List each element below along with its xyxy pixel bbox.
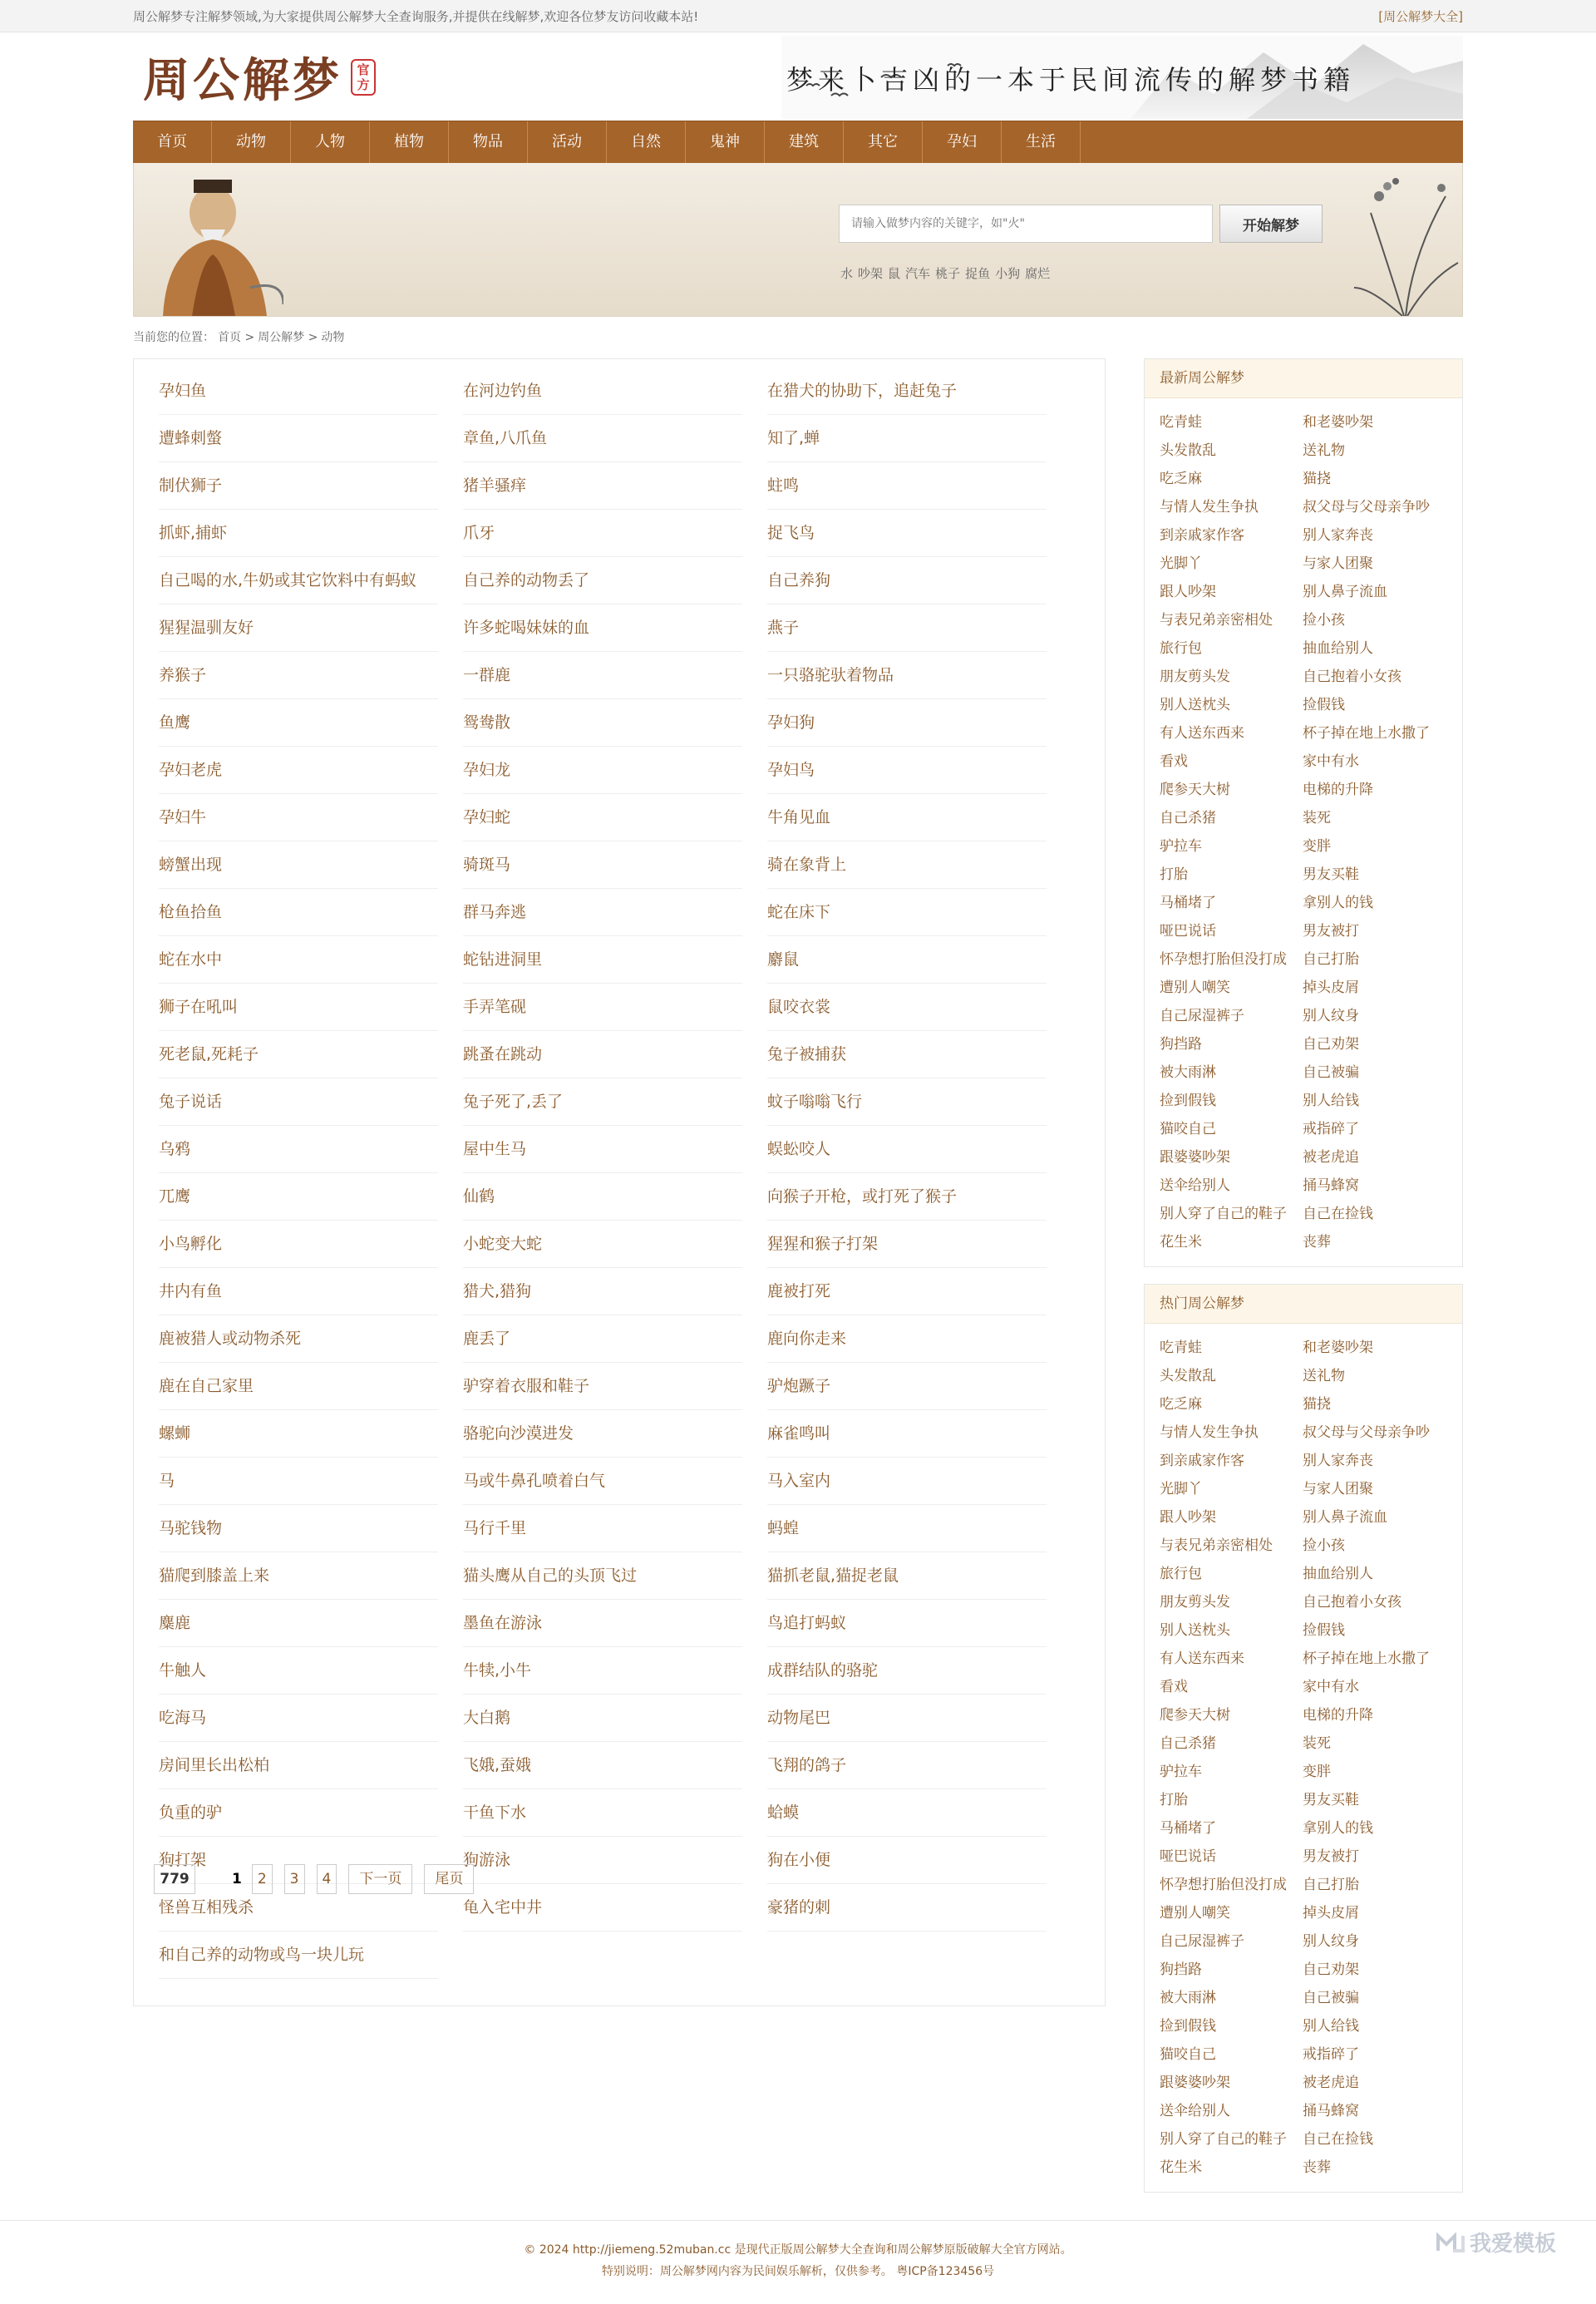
hot-dream-link[interactable]: 抽血给别人 (1303, 1566, 1373, 1582)
hot-dream-link[interactable]: 驴拉车 (1160, 1764, 1202, 1780)
latest-dream-link[interactable]: 怀孕想打胎但没打成 (1160, 951, 1287, 968)
hot-dreams-list (1145, 1324, 1462, 2192)
nav-item[interactable]: 植物 (370, 121, 449, 163)
latest-dream-link[interactable]: 与情人发生争执 (1160, 499, 1259, 516)
latest-dream-link[interactable]: 自己被骗 (1303, 1064, 1359, 1081)
hot-word-link[interactable]: 腐烂 (1025, 266, 1051, 281)
dream-list-item[interactable]: 鹿被打死 (767, 1268, 1047, 1315)
latest-dream-link[interactable]: 马桶堵了 (1160, 895, 1216, 911)
latest-dream-link[interactable]: 叔父母与父母亲争吵 (1303, 499, 1430, 516)
hot-dream-link[interactable]: 丧葬 (1303, 2159, 1331, 2176)
hot-dream-link[interactable]: 头发散乱 (1160, 1368, 1216, 1384)
latest-dream-link[interactable]: 拿别人的钱 (1303, 895, 1373, 911)
logo-text: 周公解梦 (143, 53, 342, 108)
dream-list-item[interactable]: 飞翔的鸽子 (767, 1742, 1047, 1789)
dream-list-item[interactable]: 猫抓老鼠,猫捉老鼠 (767, 1552, 1047, 1600)
latest-dream-link[interactable]: 别人鼻子流血 (1303, 584, 1387, 600)
hot-dream-link[interactable]: 朋友剪头发 (1160, 1594, 1230, 1611)
nav-item[interactable]: 孕妇 (923, 121, 1002, 163)
search-hero (133, 163, 1463, 317)
last-page-link[interactable]: 尾页 (424, 1864, 474, 1894)
latest-dream-link[interactable]: 抽血给别人 (1303, 640, 1373, 657)
dream-list-item[interactable]: 井内有鱼 (159, 1268, 438, 1315)
hot-dream-link[interactable]: 男友被打 (1303, 1848, 1359, 1865)
dream-list-item[interactable]: 猪羊骚痒 (463, 462, 742, 510)
dream-list-item[interactable]: 蛇钻进洞里 (463, 936, 742, 984)
dream-list-item[interactable]: 麝鼠 (767, 936, 1047, 984)
hot-word-link[interactable]: 捉鱼 (965, 266, 991, 281)
latest-dream-link[interactable]: 送伞给别人 (1160, 1177, 1230, 1194)
latest-dreams-title: 最新周公解梦 (1145, 359, 1462, 398)
dream-list-item[interactable]: 向猴子开枪，或打死了猴子 (767, 1173, 1047, 1221)
header-slogan: 梦来卜吉凶的一本于民间流传的解梦书籍 (786, 64, 1355, 96)
nav-item[interactable]: 鬼神 (686, 121, 765, 163)
latest-dream-link[interactable]: 遭别人嘲笑 (1160, 979, 1230, 996)
hot-dream-link[interactable]: 与情人发生争执 (1160, 1424, 1259, 1441)
dream-list-panel (133, 358, 1106, 2006)
dream-list-item[interactable]: 仙鹤 (463, 1173, 742, 1221)
latest-dream-link[interactable]: 花生米 (1160, 1234, 1202, 1251)
breadcrumb-home[interactable]: 首页 (218, 331, 241, 344)
dream-list-item[interactable]: 蚂蝗 (767, 1505, 1047, 1552)
latest-dream-link[interactable]: 别人送枕头 (1160, 697, 1230, 713)
dream-list-item[interactable]: 狗在小便 (767, 1837, 1047, 1884)
hot-search-words (840, 264, 1055, 282)
dream-list-item[interactable]: 马驼钱物 (159, 1505, 438, 1552)
hot-word-link[interactable]: 桃子 (935, 266, 961, 281)
nav-item[interactable]: 建筑 (765, 121, 844, 163)
dream-list-item[interactable]: 大白鹅 (463, 1695, 742, 1742)
dream-list-item[interactable]: 蜈蚣咬人 (767, 1126, 1047, 1173)
dream-list-item[interactable]: 骑斑马 (463, 841, 742, 889)
nav-item[interactable]: 物品 (449, 121, 528, 163)
dream-list-item[interactable]: 在河边钓鱼 (463, 368, 742, 415)
dream-list-item[interactable]: 鹿丢了 (463, 1315, 742, 1363)
dream-list-item[interactable]: 跳蚤在跳动 (463, 1031, 742, 1078)
total-count: 779 (154, 1864, 195, 1894)
footer-disclaimer: 特别说明：周公解梦网内容为民间娱乐解析，仅供参考。 粤ICP备123456号 (601, 2265, 995, 2278)
dream-list-item[interactable]: 兀鹰 (159, 1173, 438, 1221)
breadcrumb-current[interactable]: 动物 (321, 331, 345, 344)
dream-list-item[interactable]: 马 (159, 1458, 438, 1505)
dream-list-item[interactable]: 小鸟孵化 (159, 1221, 438, 1268)
dream-list-item[interactable]: 螃蟹出现 (159, 841, 438, 889)
dream-list-item[interactable]: 麋鹿 (159, 1600, 438, 1647)
current-page: 1 (232, 1871, 242, 1887)
latest-dream-link[interactable]: 和老婆吵架 (1303, 414, 1373, 431)
latest-dream-link[interactable]: 猫挠 (1303, 471, 1331, 487)
header-banner (781, 36, 1463, 119)
dream-list-item[interactable]: 孕妇龙 (463, 747, 742, 794)
hot-dream-link[interactable]: 自己打胎 (1303, 1877, 1359, 1893)
hot-dream-link[interactable]: 别人纹身 (1303, 1933, 1359, 1950)
dream-list-item[interactable]: 牛触人 (159, 1647, 438, 1695)
hot-dream-link[interactable]: 别人鼻子流血 (1303, 1509, 1387, 1526)
latest-dream-link[interactable]: 杯子掉在地上水撒了 (1303, 725, 1430, 742)
latest-dream-link[interactable]: 男友被打 (1303, 923, 1359, 940)
dream-list-item[interactable]: 马行千里 (463, 1505, 742, 1552)
dream-list-item[interactable]: 成群结队的骆驼 (767, 1647, 1047, 1695)
hot-dream-link[interactable]: 装死 (1303, 1735, 1331, 1752)
dream-list-item[interactable]: 猩猩和猴子打架 (767, 1221, 1047, 1268)
page-2-link[interactable]: 2 (252, 1864, 273, 1894)
dream-list-item[interactable]: 驴穿着衣服和鞋子 (463, 1363, 742, 1410)
hot-dream-link[interactable]: 叔父母与父母亲争吵 (1303, 1424, 1430, 1441)
latest-dream-link[interactable]: 看戏 (1160, 753, 1188, 770)
dream-list-item[interactable]: 爪牙 (463, 510, 742, 557)
latest-dream-link[interactable]: 丧葬 (1303, 1234, 1331, 1251)
latest-dreams-list (1145, 398, 1462, 1266)
dream-list-item[interactable]: 孕妇牛 (159, 794, 438, 841)
hot-dream-link[interactable]: 花生米 (1160, 2159, 1202, 2176)
hot-dream-link[interactable]: 看戏 (1160, 1679, 1188, 1695)
latest-dream-link[interactable]: 哑巴说话 (1160, 923, 1216, 940)
hot-dream-link[interactable]: 捡到假钱 (1160, 2018, 1216, 2035)
latest-dream-link[interactable]: 捡到假钱 (1160, 1093, 1216, 1109)
hot-dream-link[interactable]: 别人给钱 (1303, 2018, 1359, 2035)
hot-dream-link[interactable]: 送礼物 (1303, 1368, 1345, 1384)
latest-dream-link[interactable]: 戒指碎了 (1303, 1121, 1359, 1137)
dream-list-item[interactable]: 干鱼下水 (463, 1789, 742, 1837)
hot-dream-link[interactable]: 自己抱着小女孩 (1303, 1594, 1401, 1611)
dream-list-item[interactable]: 自己喝的水,牛奶或其它饮料中有蚂蚁 (159, 557, 438, 604)
dream-list-item[interactable]: 孕妇鸟 (767, 747, 1047, 794)
dream-list-item[interactable]: 在猎犬的协助下，追赶兔子 (767, 368, 1047, 415)
latest-dream-link[interactable]: 吃青蛙 (1160, 414, 1202, 431)
hot-dream-link[interactable]: 到亲戚家作客 (1160, 1453, 1244, 1469)
dream-list-item[interactable]: 动物尾巴 (767, 1695, 1047, 1742)
dream-list-item[interactable]: 兔子被捕获 (767, 1031, 1047, 1078)
dream-list-item[interactable]: 牛犊,小牛 (463, 1647, 742, 1695)
hot-dream-link[interactable]: 有人送东西来 (1160, 1650, 1244, 1667)
official-seal: 官方 (351, 59, 376, 96)
main-nav (133, 121, 1463, 163)
dream-list-item[interactable]: 驴炮蹶子 (767, 1363, 1047, 1410)
dream-list-item[interactable]: 枪鱼拾鱼 (159, 889, 438, 936)
dream-list-item[interactable]: 兔子说话 (159, 1078, 438, 1126)
dream-list-item[interactable]: 许多蛇喝妹妹的血 (463, 604, 742, 652)
latest-dream-link[interactable]: 驴拉车 (1160, 838, 1202, 855)
breadcrumb-separator: > (244, 331, 255, 344)
latest-dream-link[interactable]: 别人家奔丧 (1303, 527, 1373, 544)
latest-dream-link[interactable]: 自己尿湿裤子 (1160, 1008, 1244, 1024)
dream-list-item[interactable]: 马或牛鼻孔喷着白气 (463, 1458, 742, 1505)
dream-list-item[interactable]: 抓虾,捕虾 (159, 510, 438, 557)
latest-dream-link[interactable]: 自己劝架 (1303, 1036, 1359, 1053)
hot-dream-link[interactable]: 跟人吵架 (1160, 1509, 1216, 1526)
hot-dream-link[interactable]: 和老婆吵架 (1303, 1339, 1373, 1356)
hot-dream-link[interactable]: 猫挠 (1303, 1396, 1331, 1413)
dream-list-item[interactable]: 骆驼向沙漠进发 (463, 1410, 742, 1458)
dream-list-item[interactable]: 螺蛳 (159, 1410, 438, 1458)
site-logo[interactable] (143, 44, 376, 111)
latest-dream-link[interactable]: 装死 (1303, 810, 1331, 826)
latest-dream-link[interactable]: 被大雨淋 (1160, 1064, 1216, 1081)
hot-dream-link[interactable]: 捅马蜂窝 (1303, 2103, 1359, 2119)
dream-list-item[interactable]: 自己养的动物丢了 (463, 557, 742, 604)
dream-list-item[interactable]: 骑在象背上 (767, 841, 1047, 889)
dream-list-item[interactable]: 蛀鸣 (767, 462, 1047, 510)
dream-list-item[interactable]: 猫爬到膝盖上来 (159, 1552, 438, 1600)
dream-list-item[interactable]: 鹿向你走来 (767, 1315, 1047, 1363)
latest-dream-link[interactable]: 打胎 (1160, 866, 1188, 883)
latest-dream-link[interactable]: 跟婆婆吵架 (1160, 1149, 1230, 1166)
dream-list-item[interactable]: 麻雀鸣叫 (767, 1410, 1047, 1458)
search-form (839, 205, 1323, 243)
dream-list-item[interactable]: 蚊子嗡嗡飞行 (767, 1078, 1047, 1126)
nav-item[interactable]: 自然 (607, 121, 686, 163)
dream-list-item[interactable]: 鸟追打蚂蚁 (767, 1600, 1047, 1647)
latest-dream-link[interactable]: 爬参天大树 (1160, 782, 1230, 798)
dream-list-item[interactable]: 狗游泳 (463, 1837, 742, 1884)
latest-dream-link[interactable]: 捡小孩 (1303, 612, 1345, 629)
hot-dream-link[interactable]: 电梯的升降 (1303, 1707, 1373, 1724)
hot-dream-link[interactable]: 男友买鞋 (1303, 1792, 1359, 1808)
dream-list-item[interactable]: 龟入宅中井 (463, 1884, 742, 1932)
sidebar (1144, 358, 1463, 2209)
dream-list-item[interactable]: 负重的驴 (159, 1789, 438, 1837)
search-input[interactable] (839, 205, 1213, 243)
dream-list-item[interactable]: 鹿被猎人或动物杀死 (159, 1315, 438, 1363)
hot-dream-link[interactable]: 捡假钱 (1303, 1622, 1345, 1639)
hot-dream-link[interactable]: 戒指碎了 (1303, 2046, 1359, 2063)
dream-list-item[interactable]: 自己养狗 (767, 557, 1047, 604)
nav-item[interactable]: 生活 (1002, 121, 1081, 163)
dream-list-item[interactable]: 墨鱼在游泳 (463, 1600, 742, 1647)
latest-dream-link[interactable]: 自己杀猪 (1160, 810, 1216, 826)
breadcrumb-category[interactable]: 周公解梦 (258, 331, 305, 344)
hot-dream-link[interactable]: 哑巴说话 (1160, 1848, 1216, 1865)
latest-dream-link[interactable]: 掉头皮屑 (1303, 979, 1359, 996)
latest-dream-link[interactable]: 别人给钱 (1303, 1093, 1359, 1109)
nav-item[interactable]: 其它 (844, 121, 923, 163)
dream-list-item[interactable]: 屋中生马 (463, 1126, 742, 1173)
hot-dream-link[interactable]: 与表兄弟亲密相处 (1160, 1537, 1273, 1554)
breadcrumb-label: 当前您的位置： (133, 331, 214, 344)
dream-list-item[interactable]: 群马奔逃 (463, 889, 742, 936)
dream-list-item[interactable]: 死老鼠,死耗子 (159, 1031, 438, 1078)
dream-list-item[interactable]: 孕妇鱼 (159, 368, 438, 415)
template-watermark (1436, 2227, 1556, 2257)
dream-list-item[interactable]: 蛇在水中 (159, 936, 438, 984)
latest-dream-link[interactable]: 自己抱着小女孩 (1303, 669, 1401, 685)
top-bar (0, 0, 1596, 32)
dream-list-item[interactable]: 鱼鹰 (159, 699, 438, 747)
dream-list-item[interactable]: 制伏狮子 (159, 462, 438, 510)
orchid-illustration (1354, 163, 1462, 316)
latest-dream-link[interactable]: 家中有水 (1303, 753, 1359, 770)
next-page-link[interactable]: 下一页 (348, 1864, 412, 1894)
hot-dream-link[interactable]: 家中有水 (1303, 1679, 1359, 1695)
site-header (133, 32, 1463, 121)
dream-list-item[interactable]: 鹿在自己家里 (159, 1363, 438, 1410)
dream-list-item[interactable]: 猩猩温驯友好 (159, 604, 438, 652)
dream-list-item[interactable]: 小蛇变大蛇 (463, 1221, 742, 1268)
dream-list-item[interactable]: 孕妇蛇 (463, 794, 742, 841)
latest-dream-link[interactable]: 狗挡路 (1160, 1036, 1202, 1053)
dream-list-item[interactable]: 和自己养的动物或鸟一块儿玩 (159, 1932, 438, 1979)
hot-dream-link[interactable]: 别人送枕头 (1160, 1622, 1230, 1639)
latest-dream-link[interactable]: 自己打胎 (1303, 951, 1359, 968)
dream-list-item[interactable]: 一群鹿 (463, 652, 742, 699)
site-footer (0, 2220, 1596, 2304)
hot-dream-link[interactable]: 别人穿了自己的鞋子 (1160, 2131, 1287, 2148)
hot-dream-link[interactable]: 怀孕想打胎但没打成 (1160, 1877, 1287, 1893)
dream-list-item[interactable]: 房间里长出松柏 (159, 1742, 438, 1789)
hot-dream-link[interactable]: 打胎 (1160, 1792, 1188, 1808)
hot-dream-link[interactable]: 自己劝架 (1303, 1961, 1359, 1978)
hot-dream-link[interactable]: 自己被骗 (1303, 1990, 1359, 2006)
zhougong-portrait-illustration (142, 163, 283, 316)
latest-dreams-box (1144, 358, 1463, 1267)
latest-dream-link[interactable]: 朋友剪头发 (1160, 669, 1230, 685)
dream-list-item[interactable]: 兔子死了,丢了 (463, 1078, 742, 1126)
latest-dream-link[interactable]: 捡假钱 (1303, 697, 1345, 713)
hot-dream-link[interactable]: 被大雨淋 (1160, 1990, 1216, 2006)
hot-dreams-title: 热门周公解梦 (1145, 1285, 1462, 1324)
dream-list-item[interactable]: 猎犬,猎狗 (463, 1268, 742, 1315)
dream-list-item[interactable]: 捉飞鸟 (767, 510, 1047, 557)
hot-dreams-box (1144, 1284, 1463, 2193)
hot-word-link[interactable]: 鼠 (888, 266, 901, 281)
hot-word-link[interactable]: 汽车 (905, 266, 931, 281)
latest-dream-link[interactable]: 头发散乱 (1160, 442, 1216, 459)
hot-dream-link[interactable]: 与家人团聚 (1303, 1481, 1373, 1497)
watermark-text: 我爱模板 (1469, 2232, 1556, 2257)
hot-dream-link[interactable]: 跟婆婆吵架 (1160, 2075, 1230, 2091)
hot-dream-link[interactable]: 变胖 (1303, 1764, 1331, 1780)
dream-list-item[interactable]: 一只骆驼驮着物品 (767, 652, 1047, 699)
latest-dream-link[interactable]: 送礼物 (1303, 442, 1345, 459)
hot-dream-link[interactable]: 猫咬自己 (1160, 2046, 1216, 2063)
latest-dream-link[interactable]: 被老虎追 (1303, 1149, 1359, 1166)
dream-list-item[interactable]: 猫头鹰从自己的头顶飞过 (463, 1552, 742, 1600)
dream-list-item[interactable]: 狮子在吼叫 (159, 984, 438, 1031)
dream-list-item[interactable]: 蛤蟆 (767, 1789, 1047, 1837)
latest-dream-link[interactable]: 电梯的升降 (1303, 782, 1373, 798)
nav-item[interactable]: 人物 (291, 121, 370, 163)
dream-list-item[interactable]: 知了,蝉 (767, 415, 1047, 462)
dream-list-item[interactable]: 狗打架 (159, 1837, 438, 1884)
dream-list (134, 359, 1105, 1979)
page-3-link[interactable]: 3 (284, 1864, 305, 1894)
latest-dream-link[interactable]: 与表兄弟亲密相处 (1160, 612, 1273, 629)
hot-dream-link[interactable]: 狗挡路 (1160, 1961, 1202, 1978)
hot-dream-link[interactable]: 自己在捡钱 (1303, 2131, 1373, 2148)
hot-dream-link[interactable]: 马桶堵了 (1160, 1820, 1216, 1837)
latest-dream-link[interactable]: 猫咬自己 (1160, 1121, 1216, 1137)
dream-list-item[interactable]: 牛角见血 (767, 794, 1047, 841)
hot-dream-link[interactable]: 遭别人嘲笑 (1160, 1905, 1230, 1922)
breadcrumb (133, 317, 1463, 358)
watermark-logo-icon (1436, 2232, 1465, 2252)
dream-list-item[interactable]: 飞娥,蚕娥 (463, 1742, 742, 1789)
hot-dream-link[interactable]: 捡小孩 (1303, 1537, 1345, 1554)
hot-dream-link[interactable]: 自己尿湿裤子 (1160, 1933, 1244, 1950)
hot-word-link[interactable]: 水 (840, 266, 854, 281)
dream-list-item[interactable]: 孕妇老虎 (159, 747, 438, 794)
hot-dream-link[interactable]: 爬参天大树 (1160, 1707, 1230, 1724)
latest-dream-link[interactable]: 与家人团聚 (1303, 555, 1373, 572)
dream-list-item[interactable]: 章鱼,八爪鱼 (463, 415, 742, 462)
footer-copyright: © 2024 http://jiemeng.52muban.cc 是现代正版周公解梦大全查询和周公解梦原版破解大全官方网站。 (524, 2243, 1072, 2257)
hot-dream-link[interactable]: 吃乏麻 (1160, 1396, 1202, 1413)
dream-list-item[interactable]: 吃海马 (159, 1695, 438, 1742)
latest-dream-link[interactable]: 变胖 (1303, 838, 1331, 855)
search-button[interactable]: 开始解梦 (1219, 205, 1323, 243)
breadcrumb-separator: > (308, 331, 318, 344)
dream-list-item[interactable]: 豪猪的刺 (767, 1884, 1047, 1932)
dream-list-item[interactable]: 遭蜂刺螫 (159, 415, 438, 462)
dream-list-item[interactable]: 马入室内 (767, 1458, 1047, 1505)
hot-dream-link[interactable]: 拿别人的钱 (1303, 1820, 1373, 1837)
dream-list-item[interactable]: 怪兽互相残杀 (159, 1884, 438, 1932)
latest-dream-link[interactable]: 捅马蜂窝 (1303, 1177, 1359, 1194)
hot-dream-link[interactable]: 光脚丫 (1160, 1481, 1202, 1497)
dream-list-item[interactable]: 蛇在床下 (767, 889, 1047, 936)
hot-dream-link[interactable]: 旅行包 (1160, 1566, 1202, 1582)
latest-dream-link[interactable]: 有人送东西来 (1160, 725, 1244, 742)
latest-dream-link[interactable]: 旅行包 (1160, 640, 1202, 657)
bookmark-link[interactable]: [周公解梦大全] (1378, 8, 1463, 24)
latest-dream-link[interactable]: 男友买鞋 (1303, 866, 1359, 883)
pagination (154, 1864, 485, 1894)
page-4-link[interactable]: 4 (317, 1864, 337, 1894)
dream-list-item[interactable]: 燕子 (767, 604, 1047, 652)
hot-dream-link[interactable]: 别人家奔丧 (1303, 1453, 1373, 1469)
dream-list-item[interactable]: 手弄笔砚 (463, 984, 742, 1031)
latest-dream-link[interactable]: 自己在捡钱 (1303, 1206, 1373, 1222)
hot-dream-link[interactable]: 被老虎追 (1303, 2075, 1359, 2091)
hot-dream-link[interactable]: 杯子掉在地上水撒了 (1303, 1650, 1430, 1667)
dream-list-item[interactable]: 鸳鸯散 (463, 699, 742, 747)
latest-dream-link[interactable]: 别人纹身 (1303, 1008, 1359, 1024)
latest-dream-link[interactable]: 光脚丫 (1160, 555, 1202, 572)
site-notice: 周公解梦专注解梦领域,为大家提供周公解梦大全查询服务,并提供在线解梦,欢迎各位梦友访问收藏本站! (133, 8, 699, 24)
hot-dream-link[interactable]: 吃青蛙 (1160, 1339, 1202, 1356)
dream-list-item[interactable]: 孕妇狗 (767, 699, 1047, 747)
latest-dream-link[interactable]: 跟人吵架 (1160, 584, 1216, 600)
dream-list-item[interactable]: 乌鸦 (159, 1126, 438, 1173)
nav-item[interactable]: 动物 (212, 121, 291, 163)
hot-dream-link[interactable]: 掉头皮屑 (1303, 1905, 1359, 1922)
latest-dream-link[interactable]: 吃乏麻 (1160, 471, 1202, 487)
latest-dream-link[interactable]: 到亲戚家作客 (1160, 527, 1244, 544)
dream-list-item[interactable]: 鼠咬衣裳 (767, 984, 1047, 1031)
hot-word-link[interactable]: 吵架 (858, 266, 884, 281)
nav-item[interactable]: 活动 (528, 121, 607, 163)
hot-dream-link[interactable]: 送伞给别人 (1160, 2103, 1230, 2119)
dream-list-item[interactable]: 养猴子 (159, 652, 438, 699)
hot-word-link[interactable]: 小狗 (995, 266, 1021, 281)
latest-dream-link[interactable]: 别人穿了自己的鞋子 (1160, 1206, 1287, 1222)
hot-dream-link[interactable]: 自己杀猪 (1160, 1735, 1216, 1752)
nav-item[interactable]: 首页 (133, 121, 212, 163)
